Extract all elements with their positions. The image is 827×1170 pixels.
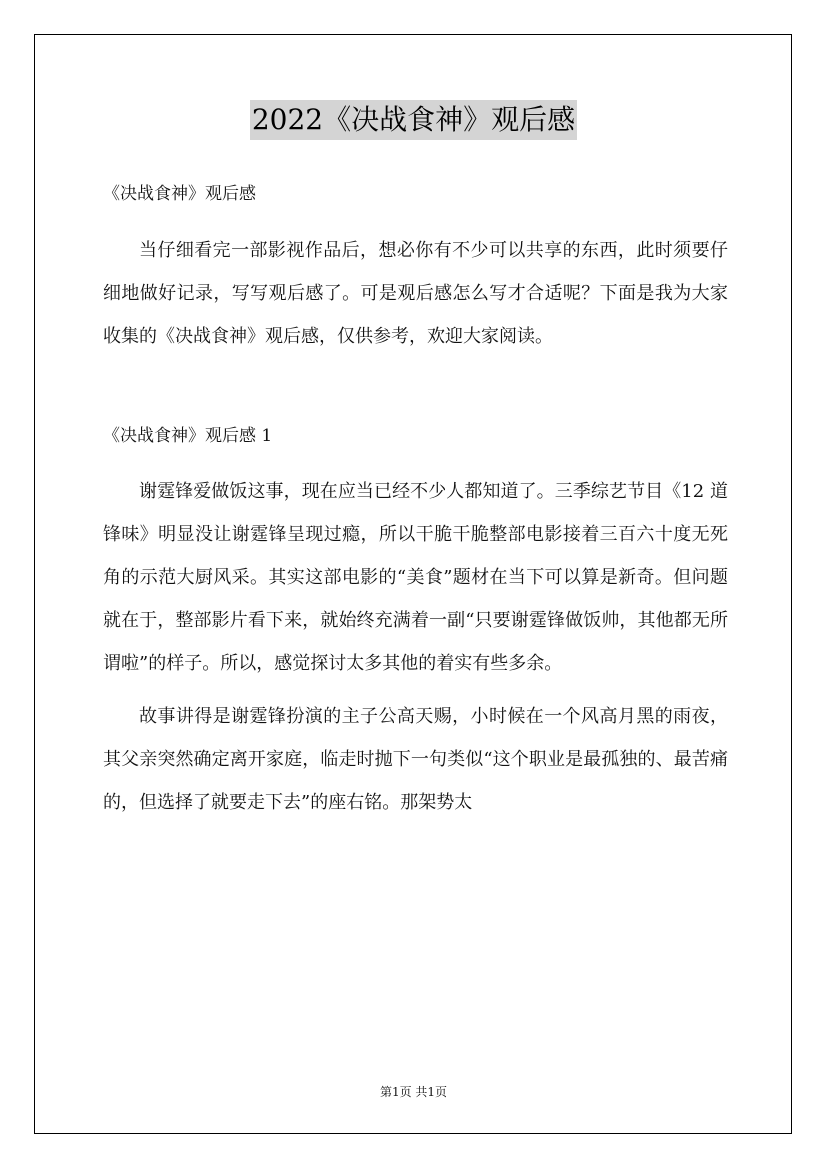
body-paragraph-2: 故事讲得是谢霆锋扮演的主子公高天赐，小时候在一个风高月黑的雨夜，其父亲突然确定离开家庭，临走时抛下一句类似“这个职业是最孤独的、最苦痛的，但选择了就要走下去”的座右铭。那架势太 [103, 706, 728, 813]
document-title: 2022《决战食神》观后感 [250, 100, 577, 140]
section-heading: 《决战食神》观后感 1 [103, 426, 273, 446]
intro-heading: 《决战食神》观后感 [103, 184, 256, 204]
title-container [0, 100, 827, 140]
intro-paragraph: 当仔细看完一部影视作品后，想必你有不少可以共享的东西，此时须要仔细地做好记录，写写观后感了。可是观后感怎么写才合适呢？下面是我为大家收集的《决战食神》观后感，仅供参考，欢迎大家阅读。 [103, 240, 728, 347]
document-body [103, 174, 728, 824]
body-paragraph-1: 谢霆锋爱做饭这事，现在应当已经不少人都知道了。三季综艺节目《12 道锋味》明显没让谢霆锋呈现过瘾，所以干脆干脆整部电影接着三百六十度无死角的示范大厨风采。其实这部电影的“美食”题材在当下可以算是新奇。但问题就在于，整部影片看下来，就始终充满着一副“只要谢霆锋做饭帅，其他都无所谓啦”的样子。所以，感觉探讨太多其他的着实有些多余。 [103, 481, 728, 674]
page-footer: 第1页 共1页 [379, 1085, 448, 1099]
